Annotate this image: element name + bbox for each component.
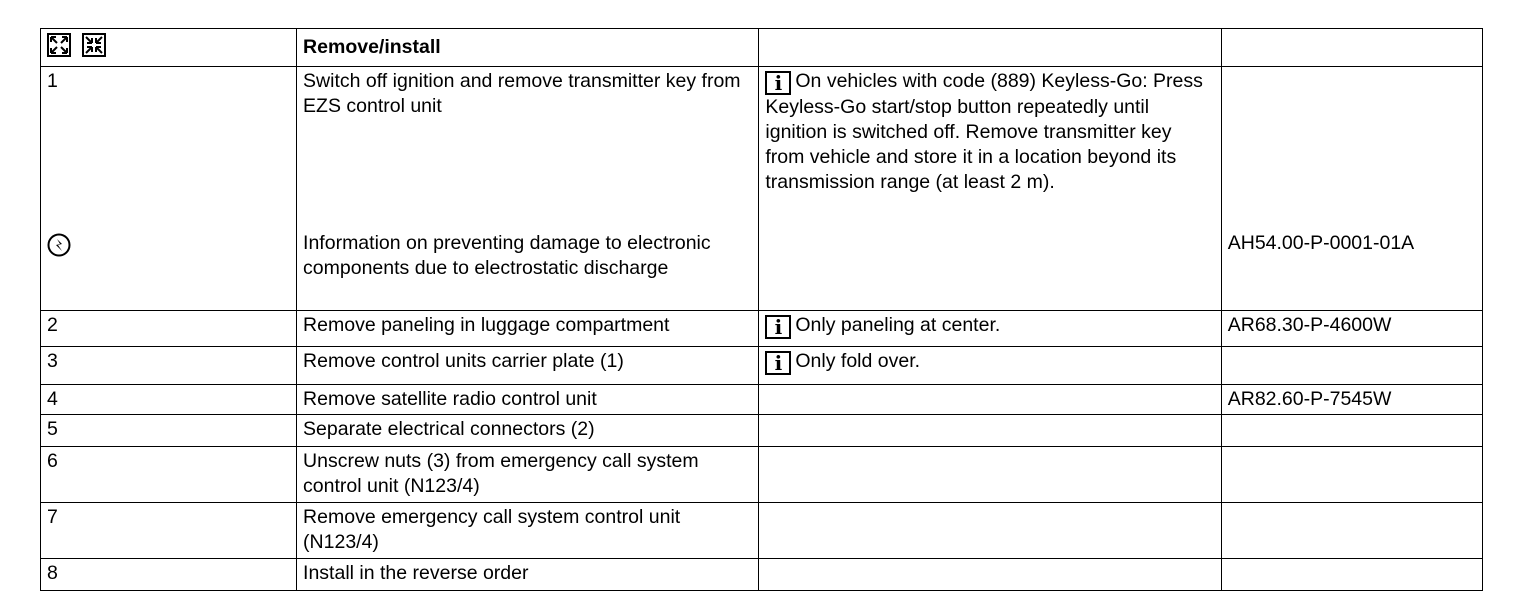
document-link [1221, 347, 1482, 385]
table-row [41, 311, 1483, 347]
note-text [759, 415, 1221, 447]
action-text: Remove emergency call system control unit (N123/4) [297, 503, 759, 559]
sub-action-text: Information on preventing damage to electronic components due to electrostatic discharge [303, 232, 711, 279]
step-number: 5 [41, 415, 297, 447]
step-number: 6 [41, 447, 297, 503]
step-cell [41, 67, 297, 311]
procedure-table [40, 28, 1483, 591]
document-link [1221, 447, 1482, 503]
header-icons-cell [41, 29, 297, 67]
info-icon: i [765, 315, 791, 339]
step-number: 8 [41, 559, 297, 591]
document-link[interactable]: AR68.30-P-4600W [1221, 311, 1482, 347]
table-row [41, 415, 1483, 447]
document-link [1221, 415, 1482, 447]
document-link[interactable]: AH54.00-P-0001-01A [1227, 232, 1415, 254]
ref-cell [1221, 67, 1482, 311]
step-number: 4 [41, 385, 297, 415]
action-text: Separate electrical connectors (2) [297, 415, 759, 447]
table-row [41, 559, 1483, 591]
table-row [41, 447, 1483, 503]
action-text: Install in the reverse order [297, 559, 759, 591]
info-icon: i [765, 71, 791, 95]
document-link[interactable]: AR82.60-P-7545W [1221, 385, 1482, 415]
expand-arrows-icon [47, 33, 71, 57]
note-text [759, 385, 1221, 415]
action-text: Unscrew nuts (3) from emergency call system control unit (N123/4) [297, 447, 759, 503]
note-text: Only fold over. [795, 350, 921, 372]
header-empty-4 [1221, 29, 1482, 67]
header-empty-3 [759, 29, 1221, 67]
action-text: Remove satellite radio control unit [297, 385, 759, 415]
step-number: 7 [41, 503, 297, 559]
header-remove-install: Remove/install [297, 29, 759, 67]
note-text [759, 503, 1221, 559]
note-text [759, 447, 1221, 503]
step-number: 2 [41, 311, 297, 347]
step-number: 3 [41, 347, 297, 385]
note-text: Only paneling at center. [795, 314, 1001, 336]
table-row [41, 67, 1483, 311]
action-text: Switch off ignition and remove transmitter key from EZS control unit [303, 70, 741, 117]
document-link [1221, 559, 1482, 591]
note-cell [759, 67, 1221, 311]
action-cell [297, 67, 759, 311]
action-text: Remove paneling in luggage compartment [297, 311, 759, 347]
step-number: 1 [47, 70, 58, 92]
document-link [1221, 503, 1482, 559]
table-row [41, 503, 1483, 559]
info-icon: i [765, 351, 791, 375]
table-row [41, 385, 1483, 415]
action-text: Remove control units carrier plate (1) [297, 347, 759, 385]
note-cell [759, 311, 1221, 347]
note-cell [759, 347, 1221, 385]
note-text [759, 559, 1221, 591]
collapse-arrows-icon [82, 33, 106, 57]
table-header-row [41, 29, 1483, 67]
table-row [41, 347, 1483, 385]
note-text: On vehicles with code (889) Keyless-Go: Press Keyless-Go start/stop button repeatedly until ignition is switched off. Remove transmitter key from vehicle and store it in a location beyond its transmission range (at least 2 m). [765, 70, 1203, 193]
esd-warning-icon [47, 233, 71, 257]
